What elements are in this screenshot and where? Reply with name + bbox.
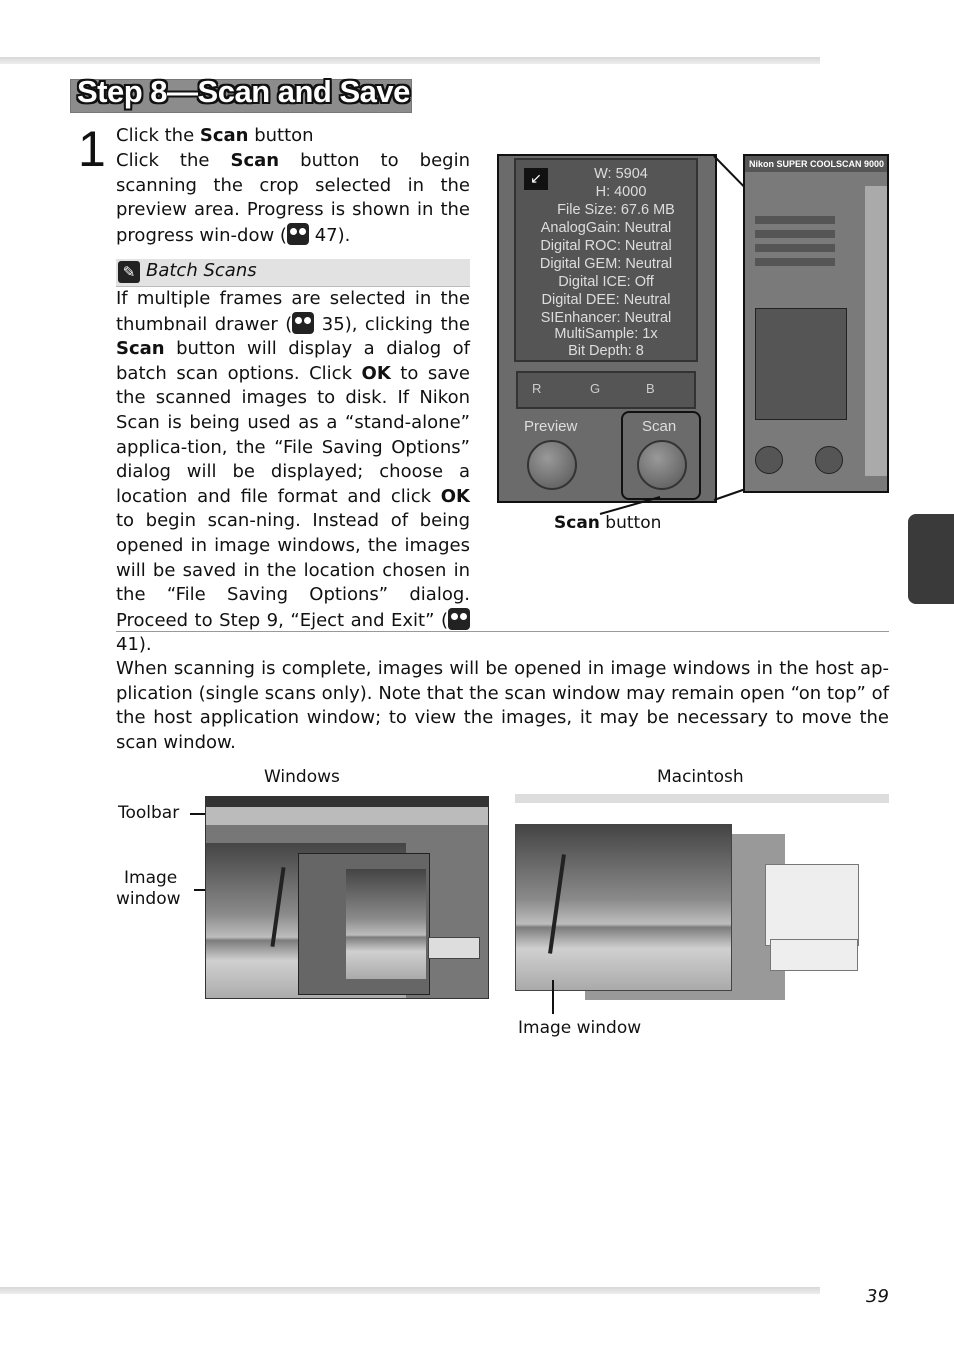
page-number: 39: [866, 1286, 889, 1307]
info-filesize: File Size: 67.6 MB: [557, 202, 675, 218]
mac-screenshot: [515, 794, 889, 1000]
scan-window-screenshot: [743, 154, 889, 493]
section-tab: [908, 514, 954, 604]
page-title: Step 8—Scan and Save: [77, 74, 410, 109]
note-t4: to begin scan-ning. Instead of being opened in image windows, the images will be saved in the location chosen in the “File Saving Options” dialog. Proceed to Step 9, “Eject and Exit” (: [116, 510, 470, 631]
preview-label: Preview: [524, 418, 578, 435]
note-t3: to save the scanned images to disk. If Nikon Scan is being used as a “stand-alone” applica-tion, the “File Saving Options” dialog will be displayed; choose a location and file format and click: [116, 362, 471, 507]
step-number: 1: [78, 121, 106, 177]
note-b2: OK: [361, 362, 391, 384]
note-b1: Scan: [116, 338, 165, 360]
body-b1: Scan: [230, 150, 280, 171]
heading-post: button: [248, 125, 314, 146]
heading-bold: Scan: [199, 125, 249, 146]
caption-rest: button: [599, 513, 662, 533]
rgb-b: B: [646, 381, 655, 396]
windows-screenshot: [205, 796, 489, 999]
windows-label: Windows: [264, 767, 340, 787]
app-titlebar: Nikon SUPER COOLSCAN 9000: [745, 156, 887, 172]
info-ice: Digital ICE: Off: [558, 274, 654, 290]
separator: [116, 631, 889, 632]
info-sie: SIEnhancer: Neutral: [540, 310, 672, 326]
note-t2: button will display a dialog of batch scan options. Click: [116, 338, 470, 384]
image-window-label-line1: Image: [124, 868, 178, 888]
heading-pre: Click the: [116, 125, 200, 146]
info-dee: Digital DEE: Neutral: [541, 292, 671, 308]
info-depth: Bit Depth: 8: [568, 343, 644, 359]
info-w: W: 5904: [594, 166, 648, 182]
body-p1: Click the: [116, 150, 231, 171]
film-icon: ↙: [524, 168, 548, 190]
note-r1: 35), clicking the: [321, 313, 470, 335]
rgb-r: R: [532, 381, 542, 396]
note-title: Batch Scans: [146, 260, 257, 281]
mac-image-window-label: Image window: [518, 1018, 642, 1038]
caption-bold: Scan: [554, 513, 600, 533]
body-ref1: 47).: [314, 224, 351, 246]
note-r2: 41).: [116, 634, 152, 656]
completion-paragraph: When scanning is complete, images will be opened in image windows in the host ap-plication (single scans only). Note that the scan window may remain open “on top” of the host application window; to view the images, it may be necessary to move the scan window.: [116, 658, 889, 753]
info-gem: Digital GEM: Neutral: [539, 256, 673, 272]
scan-label: Scan: [642, 418, 677, 435]
body-p2: button to begin scanning the crop selected in the preview area. Progress is shown in the progress win-dow (: [116, 150, 470, 246]
info-roc: Digital ROC: Neutral: [540, 238, 672, 254]
bottom-rule: [0, 1287, 820, 1294]
scan-button-caption: [554, 513, 661, 533]
note-t1: If multiple frames are selected in the thumbnail drawer (: [116, 288, 470, 335]
image-window-label-line2: window: [116, 889, 181, 909]
note-b3: OK: [440, 485, 470, 507]
rgb-g: G: [590, 381, 601, 396]
mac-image-window-leader: [552, 980, 554, 1014]
info-analoggain: AnalogGain: Neutral: [540, 220, 672, 236]
info-multi: MultiSample: 1x: [554, 326, 658, 342]
toolbar-label: Toolbar: [118, 803, 180, 823]
pencil-icon: ✎: [118, 261, 140, 283]
info-h: H: 4000: [595, 184, 647, 200]
mac-label: Macintosh: [657, 767, 744, 787]
